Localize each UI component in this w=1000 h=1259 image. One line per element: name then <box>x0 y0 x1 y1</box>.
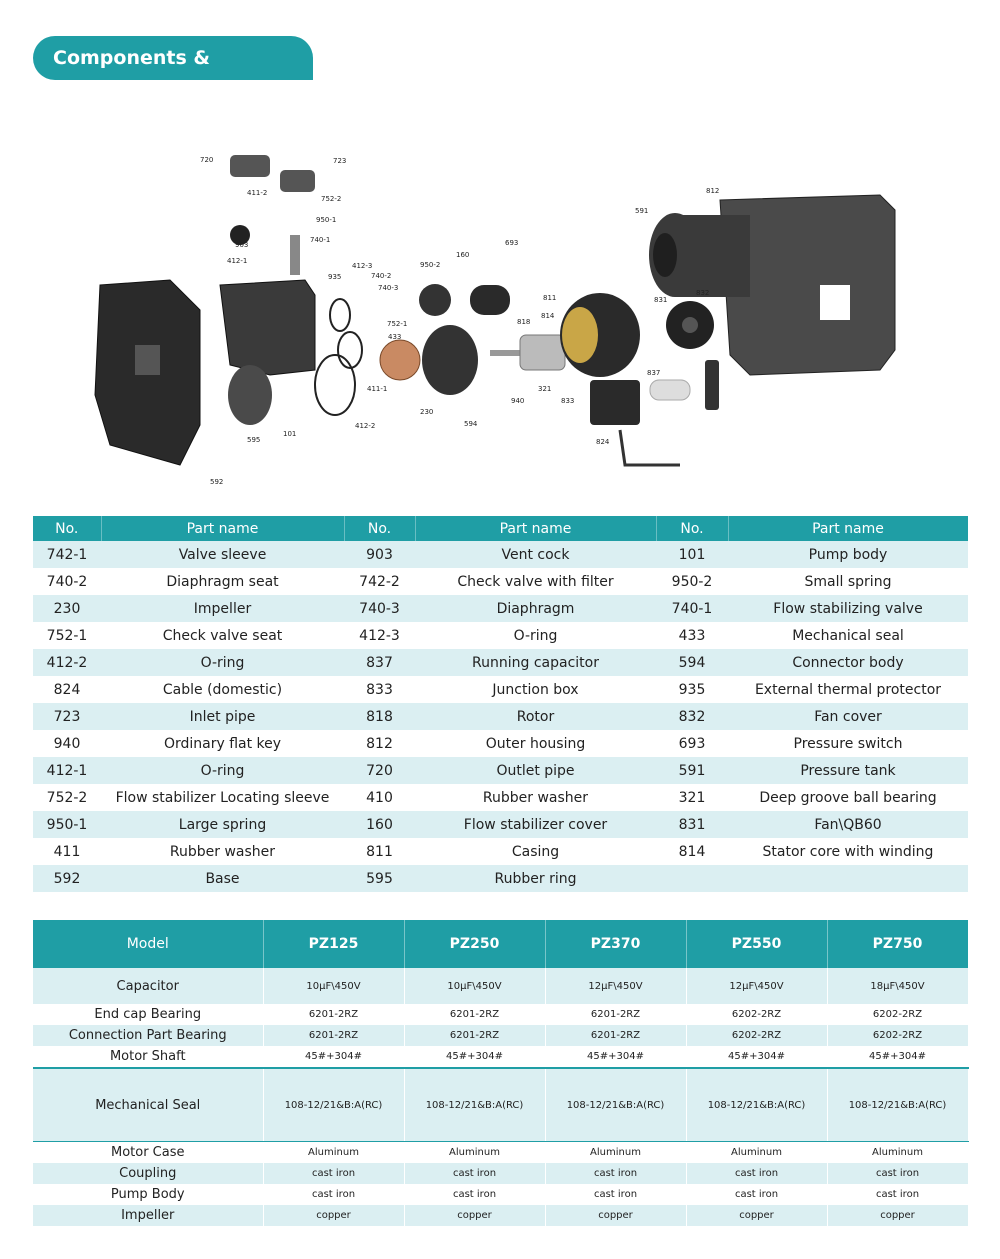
spec-value: Aluminum <box>545 1142 686 1164</box>
part-no: 742-1 <box>33 541 101 568</box>
svg-text:752-2: 752-2 <box>321 195 342 203</box>
part-name: Rubber washer <box>101 838 344 865</box>
svg-text:818: 818 <box>517 318 531 326</box>
models-table <box>33 920 969 1226</box>
part-no: 321 <box>656 784 728 811</box>
spec-value: 108-12/21&B:A(RC) <box>404 1068 545 1142</box>
spec-value: cast iron <box>263 1184 404 1205</box>
svg-text:230: 230 <box>420 408 434 416</box>
part-name: Connector body <box>728 649 968 676</box>
spec-value: 45#+304# <box>686 1046 827 1068</box>
row-label: Mechanical Seal <box>33 1068 263 1142</box>
header-model-name: PZ250 <box>404 920 545 968</box>
spec-value: copper <box>545 1205 686 1226</box>
part-no: 740-2 <box>33 568 101 595</box>
part-name: Rotor <box>415 703 656 730</box>
row-label: Pump Body <box>33 1184 263 1205</box>
table-row <box>33 676 968 703</box>
spec-value: 6201-2RZ <box>545 1025 686 1046</box>
part-name: Flow stabilizer cover <box>415 811 656 838</box>
spec-value: copper <box>263 1205 404 1226</box>
rotor <box>520 335 565 370</box>
part-name <box>728 865 968 892</box>
svg-text:411-1: 411-1 <box>367 385 388 393</box>
spec-value: 6201-2RZ <box>545 1004 686 1025</box>
table-row <box>33 865 968 892</box>
part-no: 594 <box>656 649 728 676</box>
part-name: Fan cover <box>728 703 968 730</box>
part-name: Diaphragm <box>415 595 656 622</box>
part-name: Rubber washer <box>415 784 656 811</box>
svg-text:824: 824 <box>596 438 610 446</box>
svg-text:693: 693 <box>505 239 519 247</box>
table-row <box>33 811 968 838</box>
part-no: 814 <box>656 838 728 865</box>
header-no: No. <box>344 516 415 541</box>
part-name: Impeller <box>101 595 344 622</box>
table-row <box>33 1142 968 1164</box>
svg-text:903: 903 <box>235 241 249 249</box>
part-no: 410 <box>344 784 415 811</box>
part-name: Cable (domestic) <box>101 676 344 703</box>
table-row <box>33 968 968 1004</box>
svg-text:595: 595 <box>247 436 261 444</box>
part-name: Stator core with winding <box>728 838 968 865</box>
spec-value: cast iron <box>404 1163 545 1184</box>
header-model-name: PZ370 <box>545 920 686 968</box>
table-row <box>33 1068 968 1142</box>
table-row <box>33 1004 968 1025</box>
svg-text:740-3: 740-3 <box>378 284 399 292</box>
svg-text:950-2: 950-2 <box>420 261 441 269</box>
svg-text:412-2: 412-2 <box>355 422 376 430</box>
spec-value: 10μF\450V <box>263 968 404 1004</box>
svg-text:412-3: 412-3 <box>352 262 373 270</box>
spec-value: cast iron <box>827 1184 968 1205</box>
part-no: 818 <box>344 703 415 730</box>
spec-value: Aluminum <box>263 1142 404 1164</box>
part-no: 742-2 <box>344 568 415 595</box>
svg-text:831: 831 <box>654 296 668 304</box>
spec-value: 108-12/21&B:A(RC) <box>827 1068 968 1142</box>
part-name: Casing <box>415 838 656 865</box>
parts-table <box>33 516 969 892</box>
part-no: 230 <box>33 595 101 622</box>
svg-text:411-2: 411-2 <box>247 189 268 197</box>
spec-value: Aluminum <box>827 1142 968 1164</box>
part-name: Pressure switch <box>728 730 968 757</box>
part-no: 831 <box>656 811 728 838</box>
part-no: 903 <box>344 541 415 568</box>
spec-value: 45#+304# <box>827 1046 968 1068</box>
section-title: Components & Materials <box>33 36 313 80</box>
part-name: Check valve seat <box>101 622 344 649</box>
part-no: 433 <box>656 622 728 649</box>
svg-text:412-1: 412-1 <box>227 257 248 265</box>
spec-value: 6202-2RZ <box>686 1025 827 1046</box>
spec-value: 6202-2RZ <box>686 1004 827 1025</box>
part-name: Outlet pipe <box>415 757 656 784</box>
svg-text:950-1: 950-1 <box>316 216 337 224</box>
table-row <box>33 595 968 622</box>
table-row <box>33 1184 968 1205</box>
spec-value: 108-12/21&B:A(RC) <box>263 1068 404 1142</box>
part-name: Deep groove ball bearing <box>728 784 968 811</box>
part-no: 940 <box>33 730 101 757</box>
svg-text:723: 723 <box>333 157 347 165</box>
part-name: O-ring <box>101 649 344 676</box>
part-no: 412-1 <box>33 757 101 784</box>
svg-text:433: 433 <box>388 333 402 341</box>
svg-text:592: 592 <box>210 478 224 486</box>
row-label: Capacitor <box>33 968 263 1004</box>
table-row <box>33 1025 968 1046</box>
part-name: Inlet pipe <box>101 703 344 730</box>
table-row <box>33 838 968 865</box>
part-no: 160 <box>344 811 415 838</box>
svg-text:811: 811 <box>543 294 557 302</box>
svg-text:833: 833 <box>561 397 575 405</box>
spec-value: 6201-2RZ <box>404 1004 545 1025</box>
part-name: O-ring <box>415 622 656 649</box>
part-name: Base <box>101 865 344 892</box>
part-name: Pressure tank <box>728 757 968 784</box>
svg-text:940: 940 <box>511 397 525 405</box>
spec-value: cast iron <box>827 1163 968 1184</box>
svg-text:160: 160 <box>456 251 470 259</box>
row-label: Impeller <box>33 1205 263 1226</box>
svg-text:812: 812 <box>706 187 720 195</box>
spec-value: cast iron <box>263 1163 404 1184</box>
part-no: 740-1 <box>656 595 728 622</box>
spec-value: copper <box>404 1205 545 1226</box>
header-model-name: PZ125 <box>263 920 404 968</box>
part-name: Ordinary flat key <box>101 730 344 757</box>
header-model: Model <box>33 920 263 968</box>
svg-text:321: 321 <box>538 385 552 393</box>
part-name: Large spring <box>101 811 344 838</box>
table-row <box>33 568 968 595</box>
spec-value: 18μF\450V <box>827 968 968 1004</box>
part-name: Mechanical seal <box>728 622 968 649</box>
spec-value: 6201-2RZ <box>263 1004 404 1025</box>
spec-value: cast iron <box>686 1163 827 1184</box>
part-no: 101 <box>656 541 728 568</box>
spec-value: cast iron <box>545 1184 686 1205</box>
part-no <box>656 865 728 892</box>
models-header-row <box>33 920 968 968</box>
part-no: 723 <box>33 703 101 730</box>
part-no: 693 <box>656 730 728 757</box>
part-name: Rubber ring <box>415 865 656 892</box>
header-model-name: PZ550 <box>686 920 827 968</box>
header-part-name: Part name <box>415 516 656 541</box>
junction-box <box>590 380 640 425</box>
header-part-name: Part name <box>728 516 968 541</box>
spec-value: 12μF\450V <box>545 968 686 1004</box>
spec-value: cast iron <box>686 1184 827 1205</box>
spec-value: 6202-2RZ <box>827 1025 968 1046</box>
svg-text:837: 837 <box>647 369 661 377</box>
spec-value: 6201-2RZ <box>404 1025 545 1046</box>
table-row <box>33 649 968 676</box>
spec-value: cast iron <box>545 1163 686 1184</box>
impeller <box>380 340 420 380</box>
part-no: 824 <box>33 676 101 703</box>
header-model-name: PZ750 <box>827 920 968 968</box>
spec-value: 12μF\450V <box>686 968 827 1004</box>
svg-text:752-1: 752-1 <box>387 320 408 328</box>
table-row <box>33 1163 968 1184</box>
row-label: Motor Shaft <box>33 1046 263 1068</box>
part-no: 811 <box>344 838 415 865</box>
part-name: Flow stabilizer Locating sleeve <box>101 784 344 811</box>
part-no: 832 <box>656 703 728 730</box>
svg-text:591: 591 <box>635 207 649 215</box>
svg-text:935: 935 <box>328 273 342 281</box>
table-row <box>33 730 968 757</box>
part-no: 411 <box>33 838 101 865</box>
part-no: 837 <box>344 649 415 676</box>
spec-value: 10μF\450V <box>404 968 545 1004</box>
part-no: 752-1 <box>33 622 101 649</box>
row-label: End cap Bearing <box>33 1004 263 1025</box>
svg-text:101: 101 <box>283 430 297 438</box>
svg-text:740-1: 740-1 <box>310 236 331 244</box>
header-part-name: Part name <box>101 516 344 541</box>
spec-value: 108-12/21&B:A(RC) <box>686 1068 827 1142</box>
spec-value: 45#+304# <box>263 1046 404 1068</box>
part-no: 833 <box>344 676 415 703</box>
part-name: Check valve with filter <box>415 568 656 595</box>
part-name: Vent cock <box>415 541 656 568</box>
spec-value: cast iron <box>404 1184 545 1205</box>
part-name: Junction box <box>415 676 656 703</box>
part-no: 412-3 <box>344 622 415 649</box>
spec-value: 45#+304# <box>545 1046 686 1068</box>
table-row <box>33 784 968 811</box>
part-name: Flow stabilizing valve <box>728 595 968 622</box>
part-no: 412-2 <box>33 649 101 676</box>
table-row <box>33 1046 968 1068</box>
part-name: External thermal protector <box>728 676 968 703</box>
table-row <box>33 703 968 730</box>
spec-value: 45#+304# <box>404 1046 545 1068</box>
part-no: 812 <box>344 730 415 757</box>
svg-text:832: 832 <box>696 289 710 297</box>
part-no: 935 <box>656 676 728 703</box>
row-label: Connection Part Bearing <box>33 1025 263 1046</box>
connector-body <box>422 325 478 395</box>
header-no: No. <box>656 516 728 541</box>
table-row <box>33 622 968 649</box>
table-row <box>33 757 968 784</box>
part-name: Fan\QB60 <box>728 811 968 838</box>
part-name: Outer housing <box>415 730 656 757</box>
header-no: No. <box>33 516 101 541</box>
spec-value: copper <box>686 1205 827 1226</box>
spec-value: 6202-2RZ <box>827 1004 968 1025</box>
part-no: 595 <box>344 865 415 892</box>
spec-value: Aluminum <box>686 1142 827 1164</box>
part-name: Running capacitor <box>415 649 656 676</box>
svg-text:594: 594 <box>464 420 478 428</box>
spec-value: 108-12/21&B:A(RC) <box>545 1068 686 1142</box>
svg-text:740-2: 740-2 <box>371 272 392 280</box>
spec-value: 6201-2RZ <box>263 1025 404 1046</box>
svg-text:720: 720 <box>200 156 214 164</box>
row-label: Coupling <box>33 1163 263 1184</box>
spec-value: copper <box>827 1205 968 1226</box>
fan-cover <box>705 360 719 410</box>
part-no: 592 <box>33 865 101 892</box>
part-name: Pump body <box>728 541 968 568</box>
table-row <box>33 541 968 568</box>
spec-value: Aluminum <box>404 1142 545 1164</box>
part-no: 950-2 <box>656 568 728 595</box>
part-no: 950-1 <box>33 811 101 838</box>
exploded-view-diagram <box>80 95 920 495</box>
row-label: Motor Case <box>33 1142 263 1164</box>
part-no: 740-3 <box>344 595 415 622</box>
part-name: Diaphragm seat <box>101 568 344 595</box>
part-name: Valve sleeve <box>101 541 344 568</box>
table-row <box>33 1205 968 1226</box>
pump-body <box>220 280 315 375</box>
pressure-switch <box>470 285 510 315</box>
part-no: 591 <box>656 757 728 784</box>
parts-header-row <box>33 516 968 541</box>
part-no: 720 <box>344 757 415 784</box>
part-name: O-ring <box>101 757 344 784</box>
part-no: 752-2 <box>33 784 101 811</box>
running-capacitor <box>650 380 690 400</box>
svg-text:814: 814 <box>541 312 555 320</box>
part-name: Small spring <box>728 568 968 595</box>
